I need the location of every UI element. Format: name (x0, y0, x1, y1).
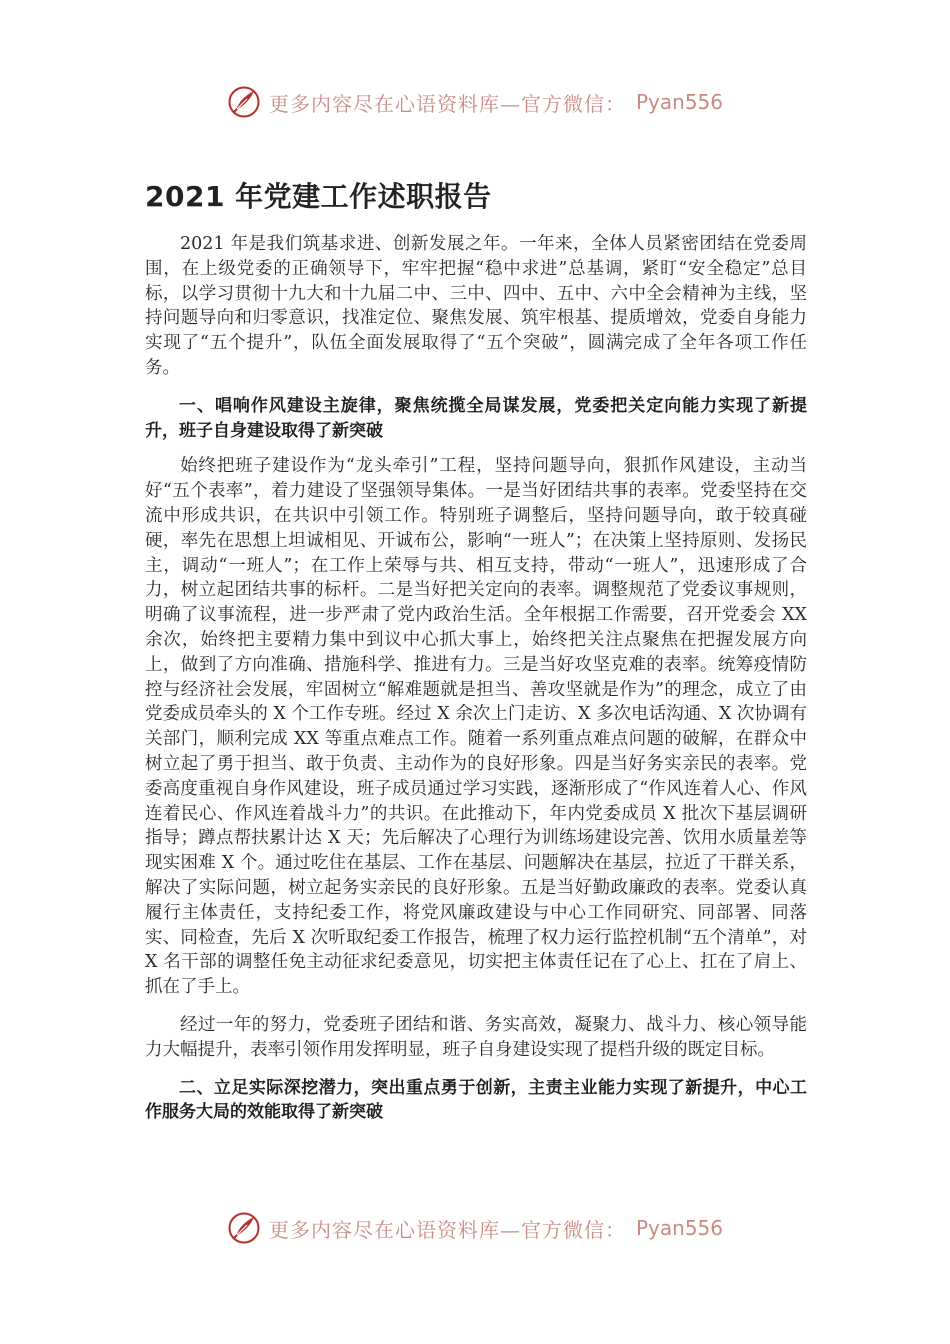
watermark-text: 更多内容尽在心语资料库—官方微信： (268, 91, 626, 116)
watermark-wechat-id: Pyan556 (635, 90, 723, 114)
document-title: 2021 年党建工作述职报告 (145, 180, 492, 213)
section-heading-1: 一、唱响作风建设主旋律，聚焦统揽全局谋发展，党委把关定向能力实现了新提升，班子自身建设取得了新突破 (145, 395, 807, 441)
section-1-summary-paragraph: 经过一年的努力，党委班子团结和谐、务实高效，凝聚力、战斗力、核心领导能力大幅提升，表率引领作用发挥明显，班子自身建设实现了提档升级的既定目标。 (145, 1014, 807, 1060)
watermark-wechat-id: Pyan556 (635, 1216, 723, 1240)
section-1-paragraph: 始终把班子建设作为“龙头牵引”工程，坚持问题导向，狠抓作风建设，主动当好“五个表率”，着力建设了坚强领导集体。一是当好团结共事的表率。党委坚持在交流中形成共识，在共识中引领工作。特别班子调整后，坚持问题导向，敢于较真碰硬，率先在思想上坦诚相见、开诚布公，影响“一班人”；在决策上坚持原则、发扬民主，调动“一班人”；在工作上荣辱与共、相互支持，带动“一班人”，迅速形成了合力，树立起团结共事的标杆。二是当好把关定向的表率。调整规范了党委议事规则，明确了议事流程，进一步严肃了党内政治生活。全年根据工作需要，召开党委会 XX 余次，始终把主要精力集中到议中心抓大事上，始终把关注点聚焦在把握发展方向上，做到了方向准确、措施科学、推进有力。三是当好攻坚克难的表率。统筹疫情防控与经济社会发展，牢固树立“解难题就是担当、善攻坚就是作为”的理念，成立了由党委成员牵头的 X 个工作专班。经过 X 余次上门走访、X 多次电话沟通、X 次协调有关部门，顺利完成 XX 等重点难点工作。随着一系列重点难点问题的破解，在群众中树立起了勇于担当、敢于负责、主动作为的良好形象。四是当好务实亲民的表率。党委高度重视自身作风建设，班子成员通过学习实践，逐渐形成了“作风连着人心、作风连着民心、作风连着战斗力”的共识。在此推动下，年内党委成员 X 批次下基层调研指导；蹲点帮扶累计达 X 天；先后解决了心理行为训练场建设完善、饮用水质量差等现实困难 X 个。通过吃住在基层、工作在基层、问题解决在基层，拉近了干群关系，解决了实际问题，树立起务实亲民的良好形象。五是当好勤政廉政的表率。党委认真履行主体责任，支持纪委工作，将党风廉政建设与中心工作同研究、同部署、同落实、同检查，先后 X 次听取纪委工作报告，梳理了权力运行监控机制“五个清单”，对 X 名干部的调整任免主动征求纪委意见，切实把主体责任记在了心上、扛在了肩上、抓在了手上。 (145, 456, 807, 998)
section-heading-2: 二、立足实际深挖潜力，突出重点勇于创新，主责主业能力实现了新提升，中心工作服务大局的效能取得了新突破 (145, 1077, 807, 1123)
document-body (145, 232, 807, 1136)
quill-logo-icon (227, 1211, 261, 1245)
intro-paragraph: 2021 年是我们筑基求进、创新发展之年。一年来，全体人员紧密团结在党委周围，在上级党委的正确领导下，牢牢把握“稳中求进”总基调，紧盯“安全稳定”总目标，以学习贯彻十九大和十九届二中、三中、四中、五中、六中全会精神为主线，坚持问题导向和归零意识，找准定位、聚焦发展、筑牢根基、提质增效，党委自身能力实现了“五个提升”，队伍全面发展取得了“五个突破”，圆满完成了全年各项工作任务。 (145, 234, 807, 378)
header-watermark (0, 82, 950, 122)
watermark-text: 更多内容尽在心语资料库—官方微信： (268, 1217, 626, 1242)
quill-logo-icon (227, 85, 261, 119)
footer-watermark (0, 1208, 950, 1248)
